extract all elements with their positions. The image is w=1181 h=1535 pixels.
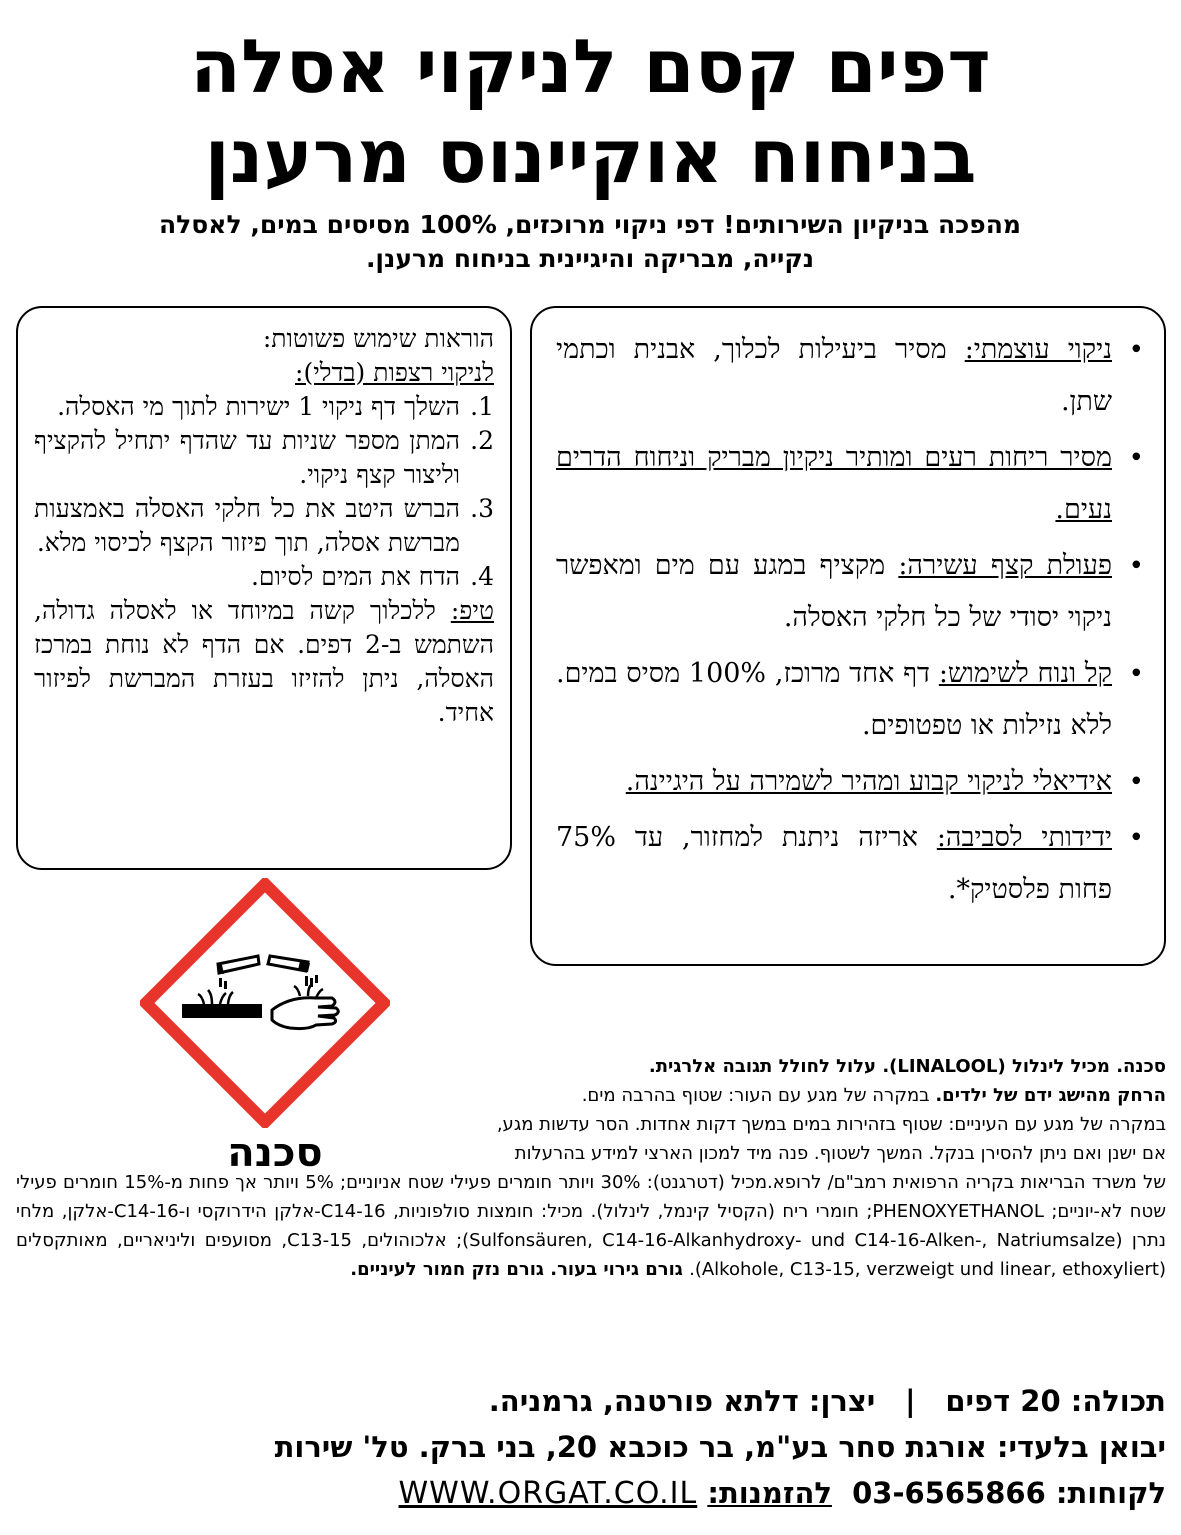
feature-item — [556, 756, 1112, 808]
feature-item — [556, 648, 1112, 752]
importer-line: יבואן בלעדי: אורגת סחר בע"מ, בר כוכבא 20, בני ברק. טל' שירות — [274, 1430, 1166, 1464]
footer-line-3 — [16, 1470, 1166, 1517]
instruction-step — [34, 390, 494, 424]
step-number: 2. — [470, 426, 494, 455]
separator: | — [905, 1384, 916, 1418]
step-number: 3. — [470, 494, 494, 523]
feature-text: מקציף במגע עם מים ומאפשר ניקוי יסודי של כל חלקי האסלה. — [556, 550, 1112, 633]
warning-irritation: גורם גירוי בעור. גורם נזק חמור לעיניים. — [350, 1259, 690, 1280]
instruction-step — [34, 424, 494, 492]
feature-text: דף אחד מרוכז, 100% מסיס במים. ללא נזילות או טפטופים. — [556, 658, 1112, 741]
warning-contact-lenses: אם ישנן ואם ניתן להסירן בנקל. המשך לשטוף. פנה מיד למכון הארצי למידע בהרעלות — [514, 1143, 1166, 1164]
instruction-step — [34, 492, 494, 560]
tip — [34, 594, 494, 730]
feature-text: מסיר ביעילות לכלוך, אבנית וכתמי שתן. — [556, 334, 1112, 417]
manufacturer-label: יצרן: דלתא פורטנה, גרמניה. — [488, 1384, 876, 1418]
feature-title: ידידותי לסביבה: — [936, 822, 1113, 853]
tip-text: ללכלוך קשה במיוחד או לאסלה גדולה, השתמש ב-2 דפים. אם הדף לא נוחת במרכז האסלה, ניתן להזיזו בעזרת המברשת לפיזור אחיד. — [34, 596, 495, 727]
feature-text: אריזה ניתנת למחזור, עד 75% פחות פלסטיק*. — [556, 822, 1112, 905]
step-text: הברש היטב את כל חלקי האסלה באמצעות מברשת אסלה, תוך פיזור הקצף לכיסוי מלא. — [34, 494, 460, 557]
warning-skin: במקרה של מגע עם העור: שטוף בהרבה מים. — [581, 1085, 936, 1106]
subtitle-line-2: נקייה, מבריקה והיגיינית בניחוח מרענן. — [365, 244, 815, 273]
website-link[interactable]: WWW.ORGAT.CO.IL — [398, 1476, 698, 1511]
product-title-line-1: דפים קסם לניקוי אסלה — [190, 24, 991, 110]
step-text: הדח את המים לסיום. — [250, 562, 460, 591]
features-list — [532, 308, 1164, 916]
customer-service-phone: לקוחות: 03-6565866 — [852, 1476, 1166, 1510]
step-text: המתן מספר שניות עד שהדף יתחיל להקציף וליצור קצף ניקוי. — [34, 426, 460, 489]
warning-line — [376, 1052, 1166, 1081]
product-subtitle — [20, 208, 1160, 276]
contents-label: תכולה: 20 דפים — [945, 1384, 1166, 1418]
footer — [16, 1378, 1166, 1517]
warnings-section — [16, 1052, 1166, 1284]
warning-allergy: סכנה. מכיל לינלול (LINALOOL). עלול לחולל תגובה אלרגית. — [648, 1056, 1166, 1077]
instructions-steps — [34, 390, 494, 594]
features-box — [530, 306, 1166, 966]
warning-children: הרחק מהישג ידם של ילדים. — [935, 1085, 1166, 1106]
instructions-subheading: לניקוי רצפות (בדלי): — [295, 358, 494, 387]
instructions-heading: הוראות שימוש פשוטות: — [262, 324, 494, 353]
feature-title: אידיאלי לניקוי קבוע ומהיר לשמירה על היגיינה. — [625, 766, 1112, 797]
product-title-line-2: בניחוח אוקיינוס מרענן — [204, 114, 977, 200]
warning-line — [376, 1081, 1166, 1110]
step-number: 1. — [470, 392, 494, 421]
footer-line-1 — [16, 1378, 1166, 1424]
composition-text — [16, 1168, 1166, 1284]
feature-title: ניקוי עוצמתי: — [964, 334, 1112, 365]
tip-label: טיפ: — [450, 596, 494, 625]
feature-title: פעולת קצף עשירה: — [898, 550, 1113, 581]
instruction-step — [34, 560, 494, 594]
subtitle-line-1: מהפכה בניקיון השירותים! דפי ניקוי מרוכזים, 100% מסיסים במים, לאסלה — [159, 210, 1021, 239]
feature-item — [556, 432, 1112, 536]
step-text: השלך דף ניקוי 1 ישירות לתוך מי האסלה. — [57, 392, 460, 421]
order-label: להזמנות: — [707, 1476, 832, 1510]
product-title — [0, 22, 1181, 202]
instructions-box — [16, 306, 512, 870]
feature-item — [556, 324, 1112, 428]
feature-item — [556, 540, 1112, 644]
feature-title: מסיר ריחות רעים ומותיר ניקיון מבריק וניחוח הדרים נעים. — [556, 442, 1112, 525]
hazard-signal-word: סכנה — [227, 1130, 323, 1176]
composition-details: של משרד הבריאות בקריה הרפואית רמב"ם/ לרופא.מכיל (דטרגנט): 30% ויותר חומרים פעילי שטח אניוניים; 5% ויותר אך פחות מ-15% חומרים פעילי שטח לא-יוניים; PHENOXYETHANOL; חומרי ריח (הקסיל קינמל, לינלול). מכיל: חומצות סולפוניות, C14-16-אלקן הידרוקסי ו-C14-16-אלקן, מלחי נתרן (Sulfonsäuren, C14-16-Alkanhydroxy- und C14-16-Alken-, Natriumsalze); אלכוהולים, C13-15, מסועפים וליניאריים, מאותקסלים (Alkohole, C13-15, verzweigt und linear, ethoxyliert). — [16, 1172, 1166, 1280]
warning-eyes: במקרה של מגע עם העיניים: שטוף בזהירות במים במשך דקות אחדות. הסר עדשות מגע, — [496, 1114, 1166, 1135]
step-number: 4. — [470, 562, 494, 591]
feature-item — [556, 812, 1112, 916]
feature-title: קל ונוח לשימוש: — [938, 658, 1112, 689]
